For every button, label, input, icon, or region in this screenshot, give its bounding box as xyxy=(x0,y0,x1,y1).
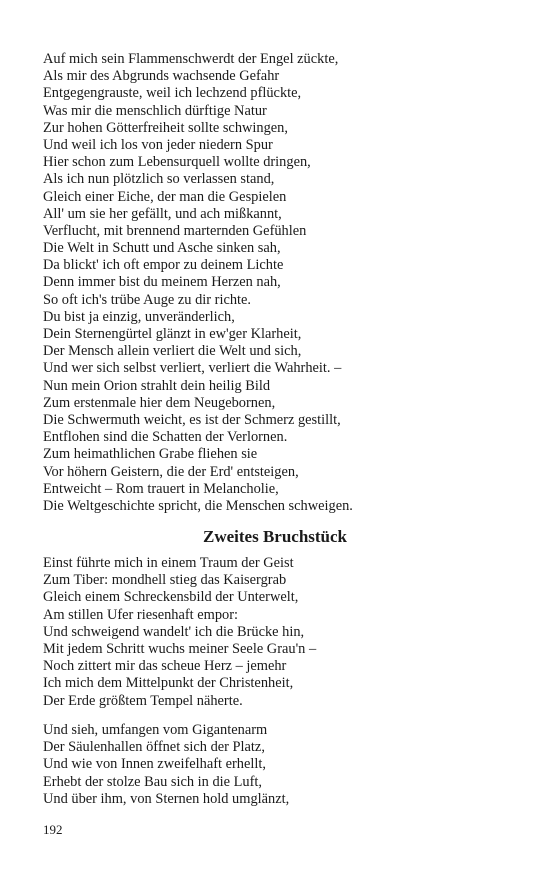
verse-line: Die Schwermuth weicht, es ist der Schmerz gestillt, xyxy=(43,411,341,428)
verse-line: Und wer sich selbst verliert, verliert die Wahrheit. – xyxy=(43,360,342,377)
verse-line: Was mir die menschlich dürftige Natur xyxy=(43,102,267,119)
verse-line: Zum Tiber: mondhell stieg das Kaisergrab xyxy=(43,572,287,589)
verse-line: Mit jedem Schritt wuchs meiner Seele Grau'n – xyxy=(43,640,317,657)
verse-line: Entgegengrauste, weil ich lechzend pflückte, xyxy=(43,85,302,102)
verse-line: Die Weltgeschichte spricht, die Menschen schweigen. xyxy=(43,497,353,514)
verse-line: Der Erde größtem Tempel näherte. xyxy=(43,692,243,709)
verse-line: Da blickt' ich oft empor zu deinem Lichte xyxy=(43,257,284,274)
verse-line: Und wie von Innen zweifelhaft erhellt, xyxy=(43,756,266,773)
verse-line: Erhebt der stolze Bau sich in die Luft, xyxy=(43,773,262,790)
verse-line: Zum erstenmale hier dem Neugebornen, xyxy=(43,394,276,411)
stanza-1 xyxy=(43,51,523,515)
verse-line: Noch zittert mir das scheue Herz – jemehr xyxy=(43,658,287,675)
verse-line: Hier schon zum Lebensurquell wollte dringen, xyxy=(43,154,311,171)
verse-line: Der Säulenhallen öffnet sich der Platz, xyxy=(43,739,265,756)
verse-line: Die Welt in Schutt und Asche sinken sah, xyxy=(43,240,281,257)
verse-line: Am stillen Ufer riesenhaft empor: xyxy=(43,606,239,623)
verse-line: Du bist ja einzig, unveränderlich, xyxy=(43,308,235,325)
verse-line: Und über ihm, von Sternen hold umglänzt, xyxy=(43,790,290,807)
verse-line: Zum heimathlichen Grabe fliehen sie xyxy=(43,446,258,463)
stanza-2 xyxy=(43,555,523,710)
verse-line: All' um sie her gefällt, und ach mißkannt, xyxy=(43,205,282,222)
section-heading: Zweites Bruchstück xyxy=(202,527,348,546)
verse-line: Ich mich dem Mittelpunkt der Christenheit, xyxy=(43,675,294,692)
stanza-3 xyxy=(43,722,523,808)
verse-line: Nun mein Orion strahlt dein heilig Bild xyxy=(43,377,271,394)
verse-line: Als ich nun plötzlich so verlassen stand, xyxy=(43,171,275,188)
verse-line: Als mir des Abgrunds wachsende Gefahr xyxy=(43,68,280,85)
verse-line: Vor höhern Geistern, die der Erd' entsteigen, xyxy=(43,463,299,480)
verse-line: Entflohen sind die Schatten der Verlornen. xyxy=(43,429,288,446)
page-number: 192 xyxy=(43,822,63,837)
verse-line: Und weil ich los von jeder niedern Spur xyxy=(43,136,273,153)
verse-line: Verflucht, mit brennend marternden Gefühlen xyxy=(43,222,307,239)
verse-line: Der Mensch allein verliert die Welt und sich, xyxy=(43,343,302,360)
verse-line: Zur hohen Götterfreiheit sollte schwingen, xyxy=(43,119,288,136)
verse-line: Auf mich sein Flammenschwerdt der Engel zückte, xyxy=(43,51,339,67)
verse-line: Denn immer bist du meinem Herzen nah, xyxy=(43,274,281,291)
verse-line: Gleich einer Eiche, der man die Gespielen xyxy=(43,188,287,205)
verse-line: So oft ich's trübe Auge zu dir richte. xyxy=(43,291,252,308)
verse-line: Und sieh, umfangen vom Gigantenarm xyxy=(43,722,268,738)
verse-line: Gleich einem Schreckensbild der Unterwelt, xyxy=(43,589,299,606)
verse-line: Einst führte mich in einem Traum der Geist xyxy=(43,555,294,571)
verse-line: Entweicht – Rom trauert in Melancholie, xyxy=(43,480,279,497)
verse-line: Dein Sternengürtel glänzt in ew'ger Klarheit, xyxy=(43,326,302,342)
verse-line: Und schweigend wandelt' ich die Brücke hin, xyxy=(43,623,305,640)
